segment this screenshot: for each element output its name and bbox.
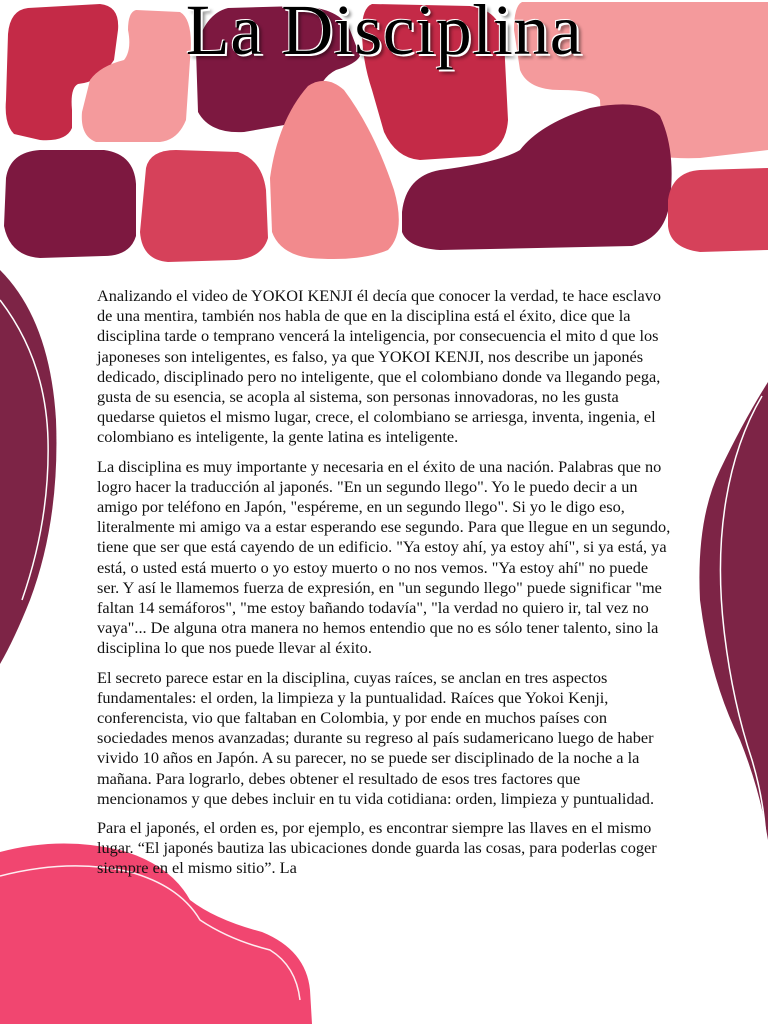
blob-shape: [668, 168, 768, 252]
blob-shape: [4, 150, 136, 258]
paragraph: El secreto parece estar en la disciplina, cuyas raíces, se anclan en tres aspectos fundamentales: el orden, la limpieza y la puntualidad. Raíces que Yokoi Kenji, conferencista, vio que faltaban en Colombia, y por ende en muchos países con sociedades menos avanzadas; durante su regreso al país sudamericano luego de haber vivido 10 años en Japón. A su parecer, no se puede ser disciplinado de la noche a la mañana. Para lograrlo, debes obtener el resultado de esos tres factores que mencionamos y que debes incluir en tu vida cotidiana: orden, limpieza y puntualidad.: [97, 667, 655, 808]
paragraph: Analizando el video de YOKOI KENJI él decía que conocer la verdad, te hace esclavo de una mentira, también nos habla de que en la disciplina está el éxito, dice que la disciplina tarde o temprano vencerá la inteligencia, por consecuencia el mito d que los japoneses son inteligentes, es falso, ya que YOKOI KENJI, nos describe un japonés dedicado, disciplinado pero no inteligente, que el colombiano donde va llegando pega, gusta de su esencia, se acopla al sistema, son personas innovadoras, no les gusta quedarse quietos el mismo lugar, crece, el colombiano se arriesga, inventa, ingenia, el colombiano es inteligente, la gente latina es inteligente.: [97, 286, 662, 447]
paragraph: Para el japonés, el orden es, por ejemplo, es encontrar siempre las llaves en el mismo lugar. “El japonés bautiza las ubicaciones donde guarda las cosas, para poderlas coger siempre en el mismo sitio”. La: [97, 818, 657, 878]
blob-shape: [140, 150, 268, 262]
document-title: La Disciplina: [185, 0, 583, 70]
right-wave-shape: [699, 382, 768, 840]
document-body: [97, 286, 673, 888]
paragraph: La disciplina es muy importante y necesaria en el éxito de una nación. Palabras que no logro hacer la traducción al japonés. "En un segundo llego". Yo le puedo decir a un amigo por teléfono en Japón, "espéreme, en un segundo llego". Si yo le digo eso, literalmente mi amigo va a estar esperando ese segundo. Para que llegue en un segundo, tiene que ser que está cayendo de un edificio. "Ya estoy ahí, ya estoy ahí", si ya está, ya está, o usted está muerto o yo estoy muerto o no nos vemos. "Ya estoy ahí" no puede ser. Y así le llamemos fuerza de expresión, en "un segundo llego" puede significar "me faltan 14 semáforos", "me estoy bañando todavía", "la verdad no quiero ir, tal vez no vaya"... De alguna otra manera no hemos entendio que no es sólo tener talento, sino la disciplina lo que nos puede llevar al éxito.: [97, 456, 671, 658]
